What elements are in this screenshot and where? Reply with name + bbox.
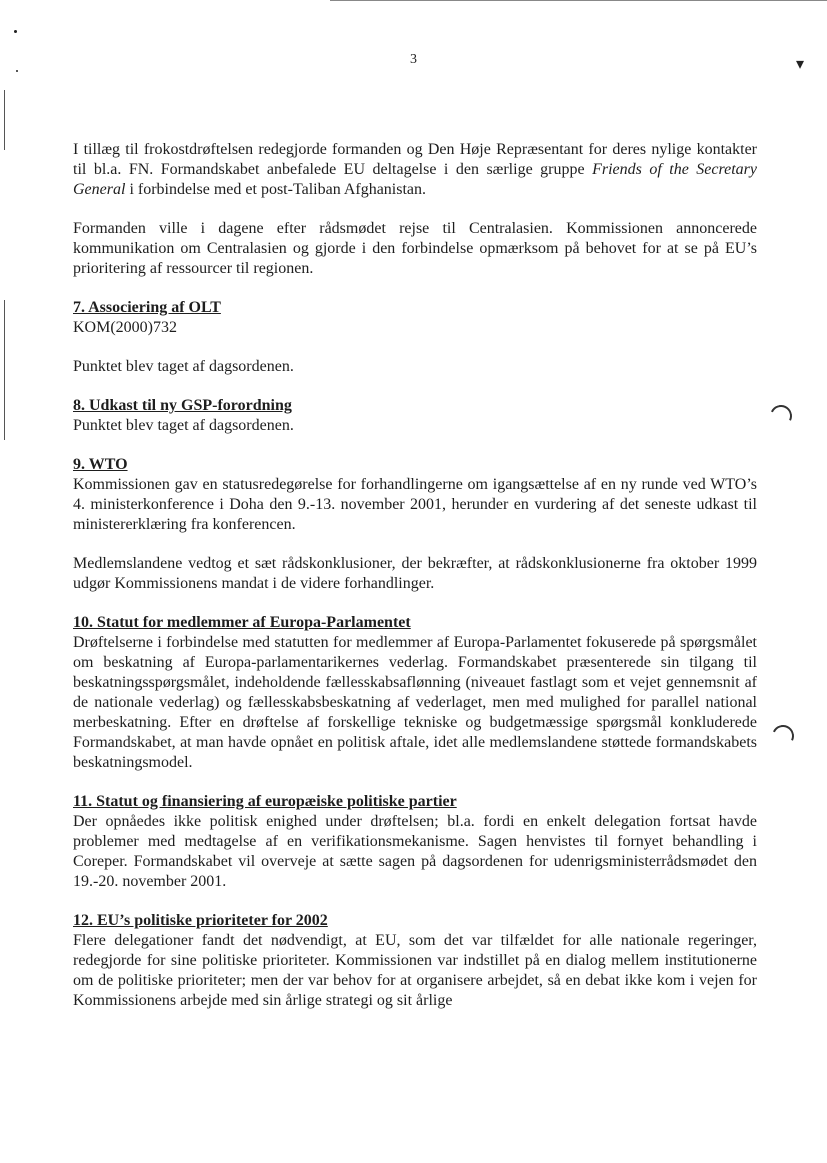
section-10-paragraph: Drøftelserne i forbindelse med statutten for medlemmer af Europa-Parlamentet fokuserede på spørgsmålet om beskatning af Europa-parlamentarikernes vederlag. Formandskabet præsenterede sin tilgang til beskatningsspørgsmålet, indeholdende fællesskabsaflønning (niveauet fastlagt som et vejet gennemsnit af de nationale vederlag) og fællesskabsbeskatning af vederlaget, men med mulighed for parallel national merbeskatning. Efter en drøftelse af forskellige tekniske og budgetmæssige spørgsmål konkluderede Formandskabet, at man havde opnået en politisk aftale, idet alle medlemslandene støttede formandskabets beskatningsmodel. bbox=[73, 634, 757, 771]
page-number: 3 bbox=[410, 52, 417, 67]
scan-speck bbox=[16, 70, 18, 72]
scan-left-edge bbox=[4, 90, 5, 150]
italic-phrase: Friends of the Secretary General bbox=[73, 161, 757, 198]
section-heading-8: 8. Udkast til ny GSP-forordning bbox=[73, 397, 292, 414]
section-7-reference: KOM(2000)732 bbox=[73, 319, 177, 336]
scan-border-top bbox=[330, 0, 827, 1]
section-heading-10: 10. Statut for medlemmer af Europa-Parlamentet bbox=[73, 614, 411, 631]
scan-speck bbox=[14, 30, 17, 33]
scan-left-edge bbox=[4, 300, 5, 440]
section-11-paragraph: Der opnåedes ikke politisk enighed under drøftelsen; bl.a. fordi en enkelt delegation fortsat havde problemer med medtagelse af en verifikationsmekanisme. Sagen henvistes til fornyet behandling i Coreper. Formandskabet vil overveje at sætte sagen på dagsordenen for udenrigsministerrådsmødet den 19.-20. november 2001. bbox=[73, 813, 757, 890]
section-heading-12: 12. EU’s politiske prioriteter for 2002 bbox=[73, 912, 328, 929]
section-heading-9: 9. WTO bbox=[73, 456, 128, 473]
margin-pencil-mark: ▾ bbox=[796, 56, 805, 73]
section-12-paragraph: Flere delegationer fandt det nødvendigt, at EU, som det var tilfældet for alle nationale regeringer, redegjorde for sine politiske prioriteter. Kommissionen var indstillet på en dialog mellem institutionerne om de politiske prioriteter; men der var behov for at organisere arbejdet, så en debat ikke kom i vejen for Kommissionens arbejde med sin årlige strategi og sit årlige bbox=[73, 932, 757, 1009]
margin-hole-punch-mark bbox=[767, 402, 795, 430]
section-9-paragraph-2: Medlemslandene vedtog et sæt rådskonklusioner, der bekræfter, at rådskonklusionerne fra oktober 1999 udgør Kommissionens mandat i de videre forhandlinger. bbox=[73, 555, 757, 592]
section-8-text: Punktet blev taget af dagsordenen. bbox=[73, 417, 294, 434]
document-body bbox=[73, 140, 757, 1011]
section-9-paragraph-1: Kommissionen gav en statusredegørelse for forhandlingerne om igangsættelse af en ny runde ved WTO’s 4. ministerkonference i Doha den 9.-13. november 2001, herunder en vurdering af det seneste udkast til ministererklæring fra konferencen. bbox=[73, 476, 757, 533]
margin-hole-punch-mark bbox=[769, 722, 797, 750]
section-heading-7: 7. Associering af OLT bbox=[73, 299, 221, 316]
section-heading-11: 11. Statut og finansiering af europæiske politiske partier bbox=[73, 793, 457, 810]
section-7-text: Punktet blev taget af dagsordenen. bbox=[73, 358, 294, 375]
intro-paragraph-2: Formanden ville i dagene efter rådsmødet rejse til Centralasien. Kommissionen annoncerede kommunikation om Centralasien og gjorde i den forbindelse opmærksom på behovet for at se på EU’s prioritering af ressourcer til regionen. bbox=[73, 220, 757, 277]
intro-paragraph-1: I tillæg til frokostdrøftelsen redegjorde formanden og Den Høje Repræsentant for deres nylige kontakter til bl.a. FN. Formandskabet anbefalede EU deltagelse i den særlige gruppe Friends of the Secretary General i forbindelse med et post-Taliban Afghanistan. bbox=[73, 141, 757, 198]
